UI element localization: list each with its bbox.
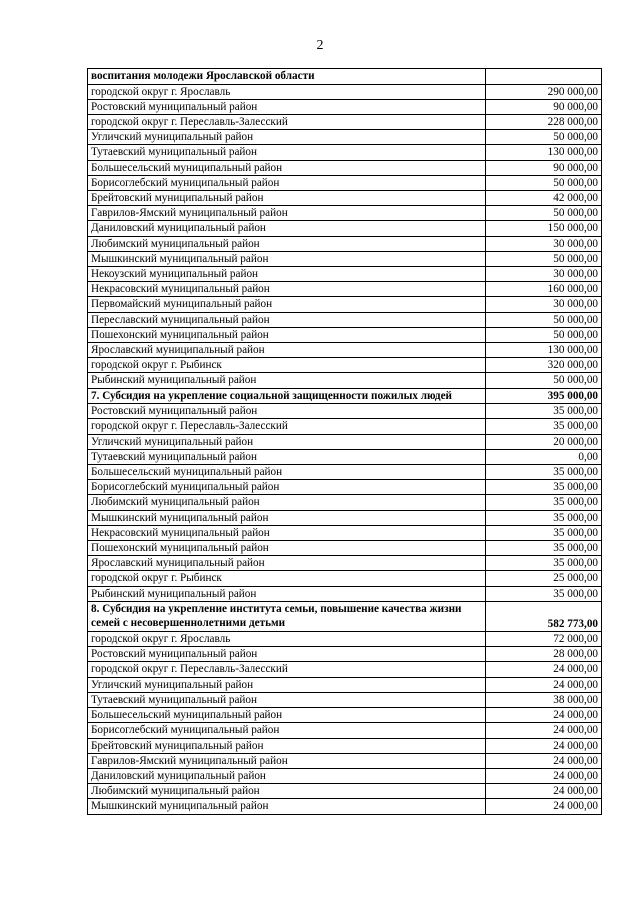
municipality-name: Борисоглебский муниципальный район — [88, 480, 486, 495]
table-row — [88, 708, 602, 723]
municipality-name: Мышкинский муниципальный район — [88, 251, 486, 266]
subsidy-amount: 24 000,00 — [486, 784, 602, 799]
table-row — [88, 556, 602, 571]
subsidy-amount: 72 000,00 — [486, 632, 602, 647]
municipality-name: Тутаевский муниципальный район — [88, 692, 486, 707]
subsidy-amount: 90 000,00 — [486, 99, 602, 114]
table-row — [88, 358, 602, 373]
municipality-name: Пошехонский муниципальный район — [88, 327, 486, 342]
table-row — [88, 343, 602, 358]
municipality-name: Ростовский муниципальный район — [88, 99, 486, 114]
municipality-name: Ростовский муниципальный район — [88, 404, 486, 419]
subsidy-amount: 290 000,00 — [486, 84, 602, 99]
municipality-name: Любимский муниципальный район — [88, 784, 486, 799]
table-row — [88, 738, 602, 753]
section-header-row — [88, 69, 602, 85]
subsidy-amount: 35 000,00 — [486, 404, 602, 419]
table-row — [88, 130, 602, 145]
subsidy-amount: 24 000,00 — [486, 753, 602, 768]
table-row — [88, 768, 602, 783]
municipality-name: Рыбинский муниципальный район — [88, 586, 486, 601]
subsidy-amount: 24 000,00 — [486, 723, 602, 738]
subsidy-amount: 38 000,00 — [486, 692, 602, 707]
municipality-name: Мышкинский муниципальный район — [88, 799, 486, 814]
municipality-name: Большесельский муниципальный район — [88, 160, 486, 175]
table-row — [88, 160, 602, 175]
subsidy-amount: 24 000,00 — [486, 662, 602, 677]
table-row — [88, 404, 602, 419]
subsidy-amount: 35 000,00 — [486, 525, 602, 540]
table-row — [88, 115, 602, 130]
section-total — [486, 69, 602, 85]
subsidy-amount: 30 000,00 — [486, 267, 602, 282]
section-total: 395 000,00 — [486, 388, 602, 404]
subsidy-amount: 50 000,00 — [486, 175, 602, 190]
subsidy-amount: 50 000,00 — [486, 130, 602, 145]
municipality-name: городской округ г. Переславль-Залесский — [88, 662, 486, 677]
subsidy-amount: 50 000,00 — [486, 251, 602, 266]
table-row — [88, 692, 602, 707]
table-row — [88, 662, 602, 677]
table-row — [88, 251, 602, 266]
municipality-name: Брейтовский муниципальный район — [88, 738, 486, 753]
municipality-name: Борисоглебский муниципальный район — [88, 175, 486, 190]
subsidy-amount: 0,00 — [486, 449, 602, 464]
table-row — [88, 297, 602, 312]
municipality-name: Гаврилов-Ямский муниципальный район — [88, 753, 486, 768]
subsidy-amount: 24 000,00 — [486, 738, 602, 753]
municipality-name: городской округ г. Переславль-Залесский — [88, 419, 486, 434]
table-row — [88, 541, 602, 556]
subsidy-amount: 35 000,00 — [486, 465, 602, 480]
section-total: 582 773,00 — [486, 601, 602, 631]
table-row — [88, 632, 602, 647]
municipality-name: городской округ г. Ярославль — [88, 84, 486, 99]
municipality-name: Ярославский муниципальный район — [88, 556, 486, 571]
subsidy-amount: 24 000,00 — [486, 768, 602, 783]
subsidy-distribution-table — [87, 68, 602, 815]
table-row — [88, 282, 602, 297]
municipality-name: городской округ г. Переславль-Залесский — [88, 115, 486, 130]
municipality-name: Тутаевский муниципальный район — [88, 145, 486, 160]
subsidy-amount: 50 000,00 — [486, 206, 602, 221]
municipality-name: Угличский муниципальный район — [88, 130, 486, 145]
municipality-name: Мышкинский муниципальный район — [88, 510, 486, 525]
table-row — [88, 525, 602, 540]
section-header-row — [88, 388, 602, 404]
table-row — [88, 677, 602, 692]
subsidy-amount: 50 000,00 — [486, 373, 602, 388]
table-row — [88, 753, 602, 768]
subsidy-amount: 160 000,00 — [486, 282, 602, 297]
subsidy-amount: 35 000,00 — [486, 510, 602, 525]
subsidy-amount: 90 000,00 — [486, 160, 602, 175]
section-title: 8. Субсидия на укрепление института семьи, повышение качества жизни семей с несовершеннолетними детьми — [88, 601, 486, 631]
subsidy-amount: 50 000,00 — [486, 327, 602, 342]
subsidy-amount: 42 000,00 — [486, 191, 602, 206]
municipality-name: Пошехонский муниципальный район — [88, 541, 486, 556]
municipality-name: Большесельский муниципальный район — [88, 465, 486, 480]
table-row — [88, 84, 602, 99]
municipality-name: Первомайский муниципальный район — [88, 297, 486, 312]
table-row — [88, 206, 602, 221]
subsidy-amount: 20 000,00 — [486, 434, 602, 449]
table-body — [88, 69, 602, 815]
table-row — [88, 510, 602, 525]
municipality-name: Ярославский муниципальный район — [88, 343, 486, 358]
subsidy-amount: 24 000,00 — [486, 708, 602, 723]
table-row — [88, 723, 602, 738]
municipality-name: Угличский муниципальный район — [88, 677, 486, 692]
municipality-name: Ростовский муниципальный район — [88, 647, 486, 662]
subsidy-amount: 150 000,00 — [486, 221, 602, 236]
municipality-name: городской округ г. Рыбинск — [88, 358, 486, 373]
table-row — [88, 419, 602, 434]
table-row — [88, 327, 602, 342]
subsidy-amount: 35 000,00 — [486, 556, 602, 571]
subsidy-amount: 50 000,00 — [486, 312, 602, 327]
municipality-name: Даниловский муниципальный район — [88, 221, 486, 236]
section-title: 7. Субсидия на укрепление социальной защищенности пожилых людей — [88, 388, 486, 404]
municipality-name: Гаврилов-Ямский муниципальный район — [88, 206, 486, 221]
table-row — [88, 571, 602, 586]
table-row — [88, 465, 602, 480]
subsidy-amount: 30 000,00 — [486, 236, 602, 251]
municipality-name: Некоузский муниципальный район — [88, 267, 486, 282]
subsidy-amount: 30 000,00 — [486, 297, 602, 312]
municipality-name: Тутаевский муниципальный район — [88, 449, 486, 464]
subsidy-amount: 35 000,00 — [486, 586, 602, 601]
subsidy-amount: 35 000,00 — [486, 419, 602, 434]
municipality-name: Переславский муниципальный район — [88, 312, 486, 327]
table-row — [88, 799, 602, 814]
table-row — [88, 221, 602, 236]
municipality-name: городской округ г. Ярославль — [88, 632, 486, 647]
subsidy-amount: 24 000,00 — [486, 677, 602, 692]
subsidy-amount: 130 000,00 — [486, 145, 602, 160]
table-row — [88, 99, 602, 114]
table-row — [88, 312, 602, 327]
table-row — [88, 145, 602, 160]
section-title: воспитания молодежи Ярославской области — [88, 69, 486, 85]
table-row — [88, 434, 602, 449]
subsidy-amount: 130 000,00 — [486, 343, 602, 358]
table-row — [88, 480, 602, 495]
municipality-name: Даниловский муниципальный район — [88, 768, 486, 783]
table-row — [88, 236, 602, 251]
municipality-name: Некрасовский муниципальный район — [88, 282, 486, 297]
municipality-name: Любимский муниципальный район — [88, 495, 486, 510]
subsidy-amount: 35 000,00 — [486, 541, 602, 556]
subsidy-amount: 35 000,00 — [486, 495, 602, 510]
subsidy-amount: 228 000,00 — [486, 115, 602, 130]
municipality-name: Угличский муниципальный район — [88, 434, 486, 449]
table-row — [88, 495, 602, 510]
subsidy-amount: 24 000,00 — [486, 799, 602, 814]
table-row — [88, 267, 602, 282]
table-row — [88, 784, 602, 799]
table-row — [88, 373, 602, 388]
subsidy-amount: 28 000,00 — [486, 647, 602, 662]
page-number: 2 — [316, 38, 324, 53]
municipality-name: Любимский муниципальный район — [88, 236, 486, 251]
subsidy-amount: 25 000,00 — [486, 571, 602, 586]
municipality-name: Рыбинский муниципальный район — [88, 373, 486, 388]
table-row — [88, 449, 602, 464]
subsidy-amount: 35 000,00 — [486, 480, 602, 495]
municipality-name: Борисоглебский муниципальный район — [88, 723, 486, 738]
subsidy-amount: 320 000,00 — [486, 358, 602, 373]
section-header-row — [88, 601, 602, 631]
table-row — [88, 586, 602, 601]
municipality-name: городской округ г. Рыбинск — [88, 571, 486, 586]
municipality-name: Некрасовский муниципальный район — [88, 525, 486, 540]
table-row — [88, 647, 602, 662]
table-row — [88, 175, 602, 190]
municipality-name: Большесельский муниципальный район — [88, 708, 486, 723]
table-row — [88, 191, 602, 206]
municipality-name: Брейтовский муниципальный район — [88, 191, 486, 206]
